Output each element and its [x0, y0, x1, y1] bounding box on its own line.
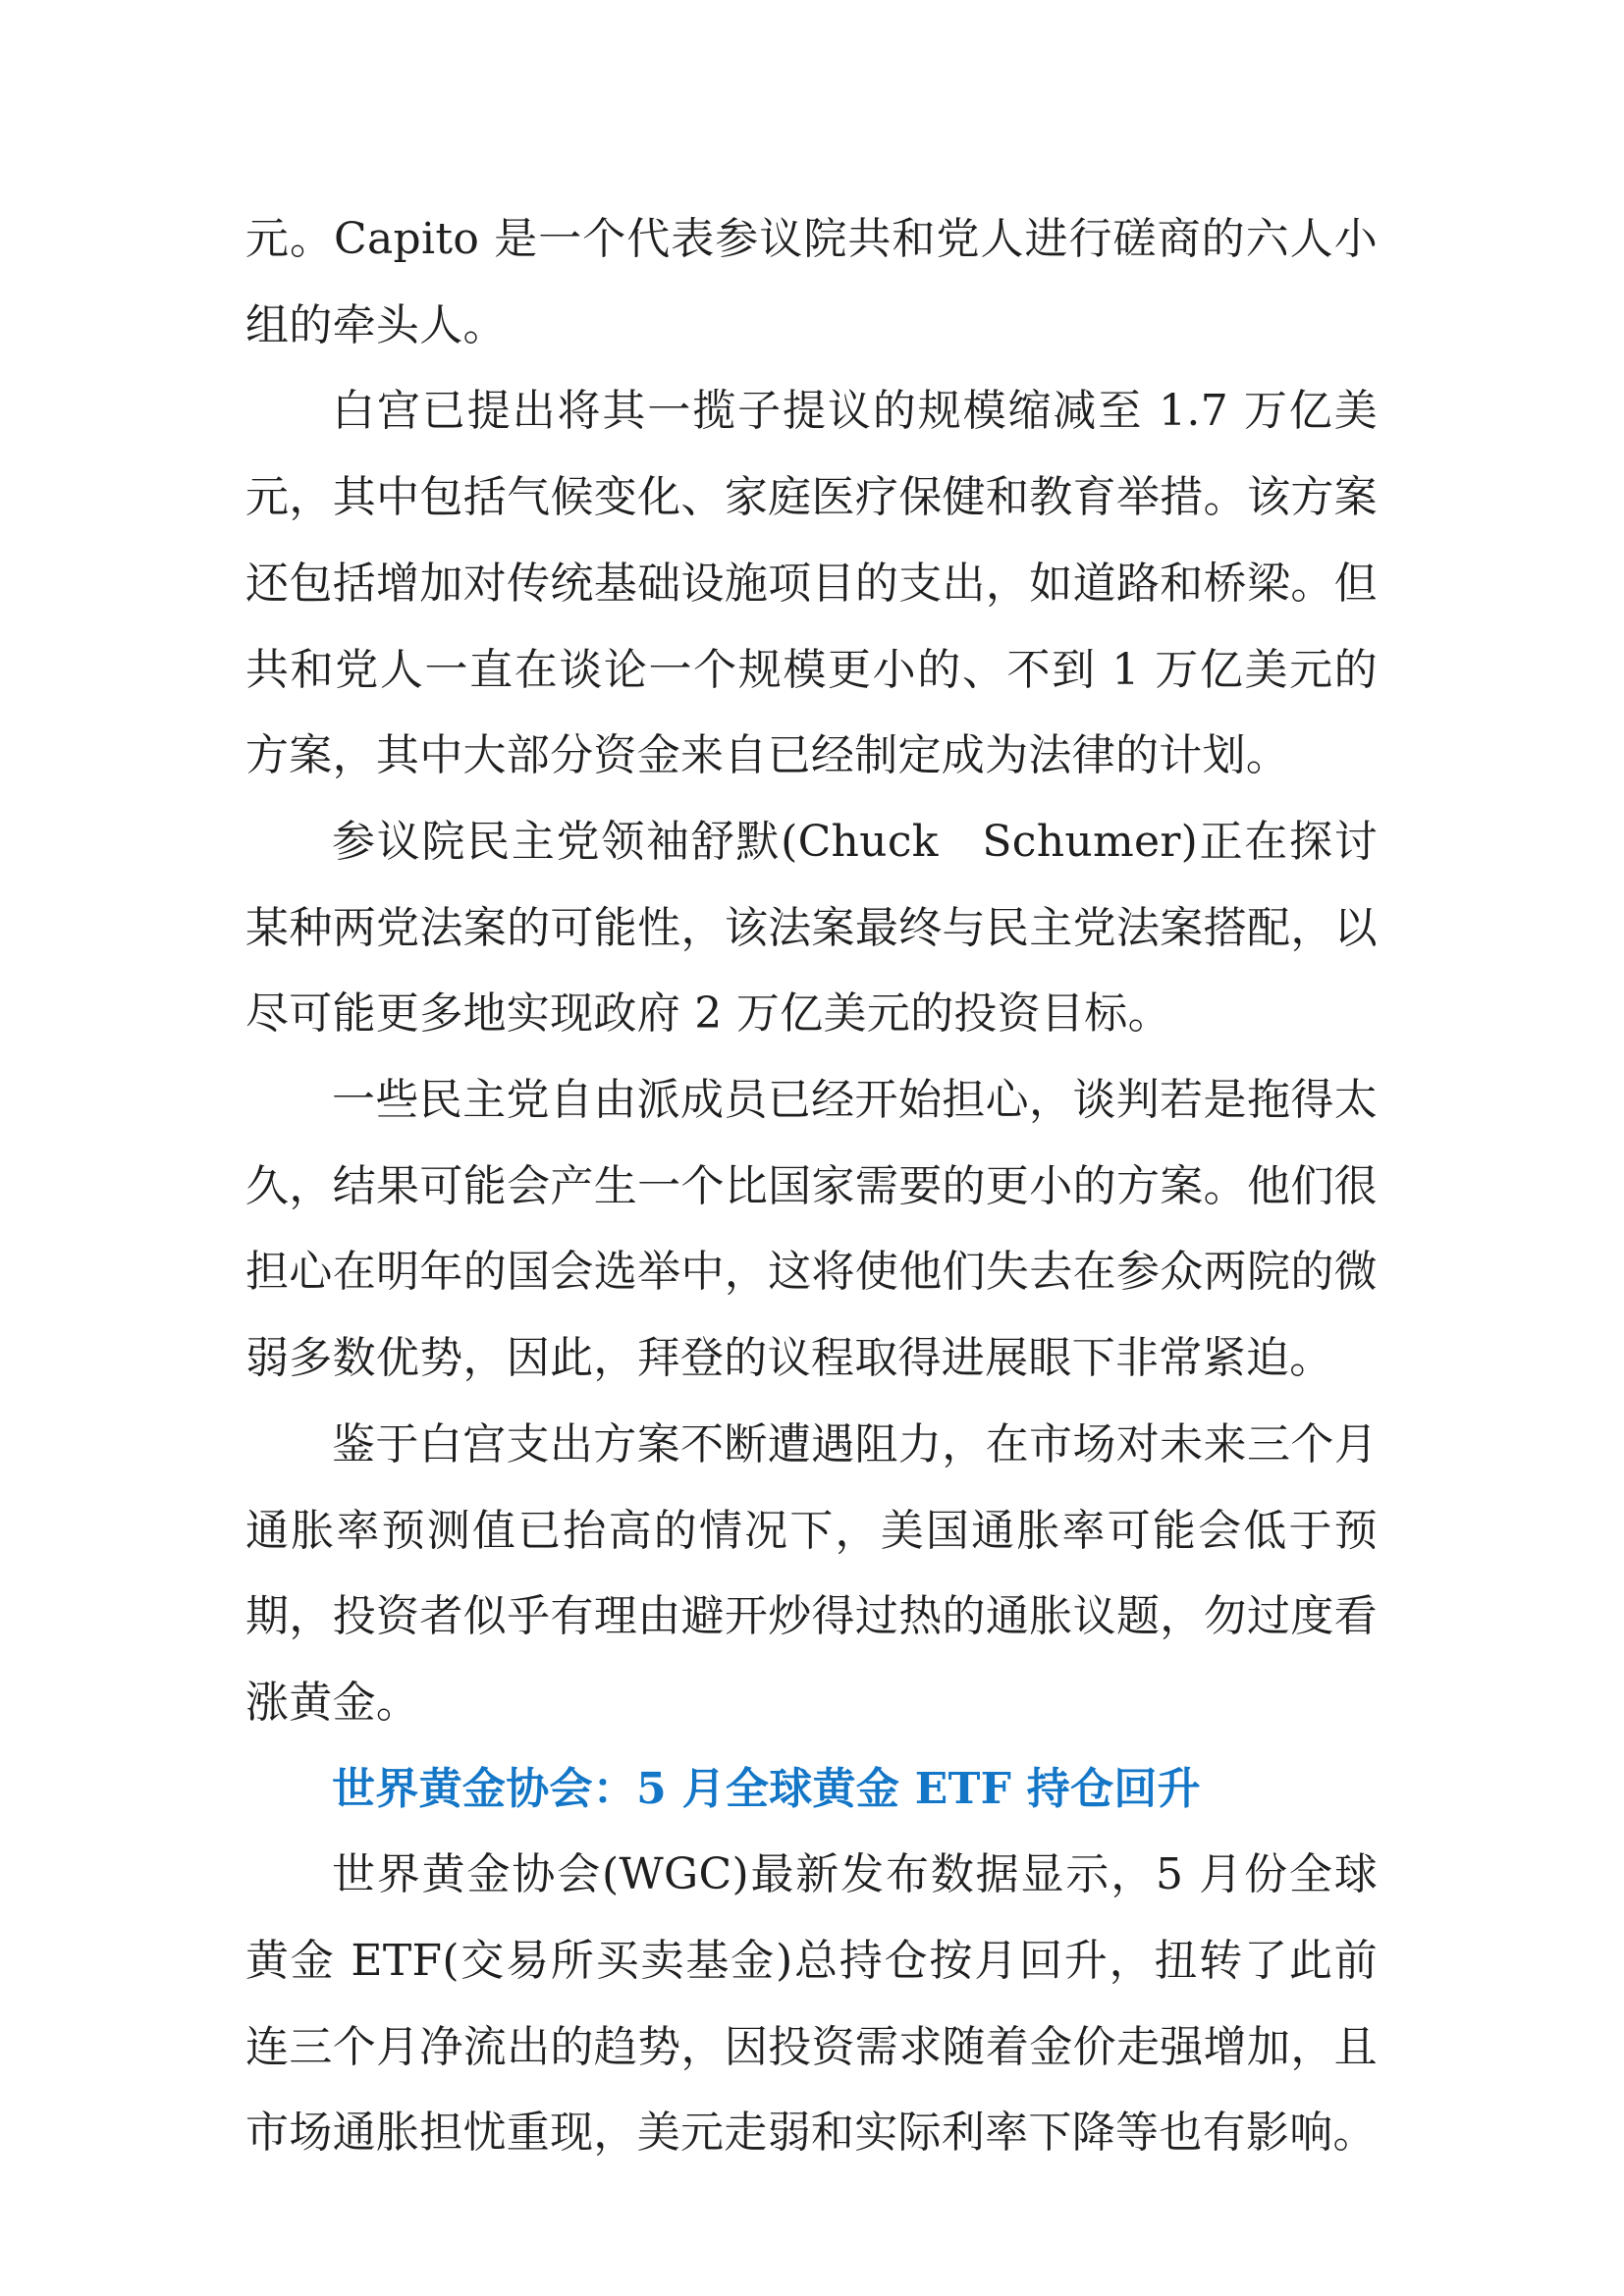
document-content: [245, 196, 1378, 2176]
paragraph: 一些民主党自由派成员已经开始担心，谈判若是拖得太久，结果可能会产生一个比国家需要的更小的方案。他们很担心在明年的国会选举中，这将使他们失去在参众两院的微弱多数优势，因此，拜登的议程取得进展眼下非常紧迫。: [245, 1075, 1378, 1384]
paragraph: 白宫已提出将其一揽子提议的规模缩减至 1.7 万亿美元，其中包括气候变化、家庭医疗保健和教育举措。该方案还包括增加对传统基础设施项目的支出，如道路和桥梁。但共和党人一直在谈论一个规模更小的、不到 1 万亿美元的方案，其中大部分资金来自已经制定成为法律的计划。: [245, 386, 1378, 781]
paragraph: 世界黄金协会(WGC)最新发布数据显示，5 月份全球黄金 ETF(交易所买卖基金)总持仓按月回升，扭转了此前连三个月净流出的趋势，因投资需求随着金价走强增加，且市场通胀担忧重现，美元走弱和实际利率下降等也有影响。: [245, 1849, 1378, 2159]
paragraph: 参议院民主党领袖舒默(Chuck Schumer)正在探讨某种两党法案的可能性，该法案最终与民主党法案搭配，以尽可能更多地实现政府 2 万亿美元的投资目标。: [245, 816, 1378, 1040]
paragraph: 鉴于白宫支出方案不断遭遇阻力，在市场对未来三个月通胀率预测值已抬高的情况下，美国通胀率可能会低于预期，投资者似乎有理由避开炒得过热的通胀议题，勿过度看涨黄金。: [245, 1418, 1378, 1728]
section-heading: 世界黄金协会：5 月全球黄金 ETF 持仓回升: [332, 1763, 1201, 1814]
paragraph: 元。Capito 是一个代表参议院共和党人进行磋商的六人小组的牵头人。: [245, 214, 1378, 350]
